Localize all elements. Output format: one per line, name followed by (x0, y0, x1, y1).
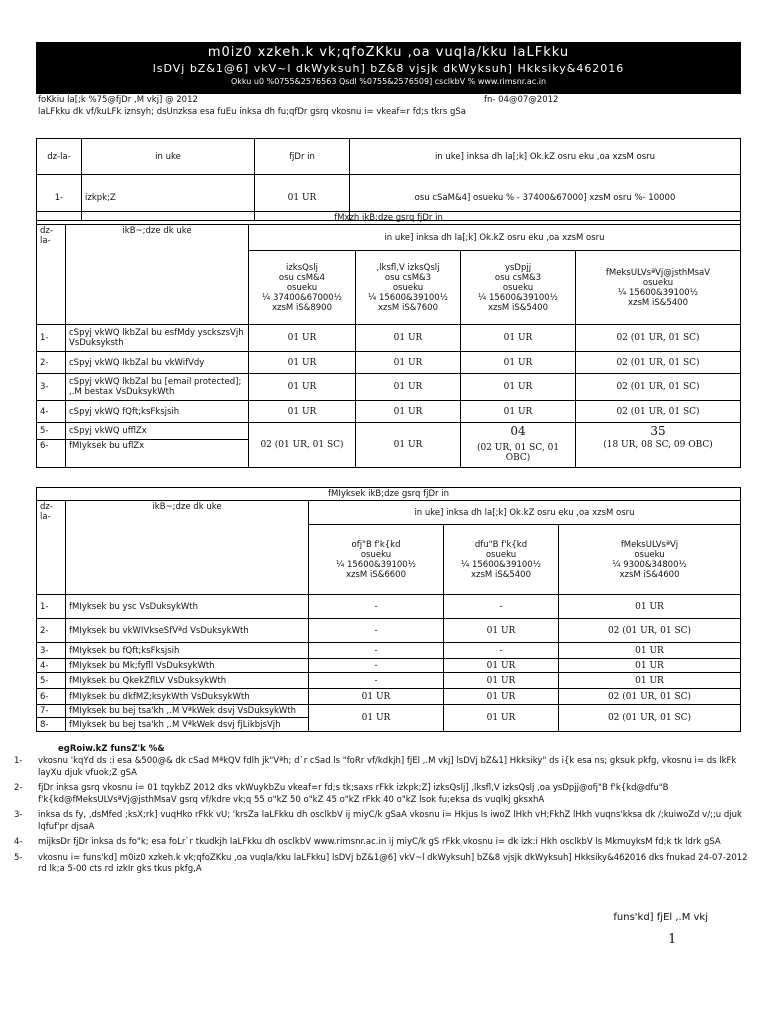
col-senior-teacher-header (309, 525, 444, 595)
row-value: 01 UR (356, 423, 461, 468)
row-value: - (309, 643, 444, 659)
header-line: xzsM iS&7600 (378, 302, 438, 313)
row-value: 01 UR (249, 352, 356, 374)
header-line: ¼ 37400&67000½ (262, 292, 342, 303)
col-post-header: in uke (82, 139, 255, 175)
col-lecturer-header (461, 251, 576, 325)
row-value: 01 UR (309, 689, 444, 705)
row-course: cSpyj vkWQ fQft;ksFksjsih (66, 401, 249, 423)
header-line: osueku (485, 549, 517, 560)
header-line: osueku (392, 282, 424, 293)
header-line: osueku (360, 549, 392, 560)
row-value: 01 UR (444, 673, 559, 689)
header-line: ¼ 15600&39100½ (368, 292, 448, 303)
row-value: 01 UR (461, 352, 576, 374)
col-demonstrator-header (559, 525, 741, 595)
row-value: - (309, 673, 444, 689)
header-line: ¼ 15600&39100½ (336, 559, 416, 570)
institute-title: m0iz0 xzkeh.k vk;qfoZKku ,oa vuqla/kku laLFkku (207, 45, 570, 60)
row-value: 01 UR (461, 401, 576, 423)
col-course-header: ikB~;dze dk uke (66, 501, 309, 595)
table-row (37, 643, 741, 659)
advertisement-number: foKkiu la[;k %75@fjDr ,M vkj] @ 2012 (38, 95, 198, 105)
row-value: 02 (01 UR, 01 SC) (559, 619, 741, 643)
header-line: osu csM&3 (384, 272, 432, 283)
header-line: osueku (502, 282, 534, 293)
table-row (37, 401, 741, 423)
row-value: 02 (01 UR, 01 SC) (576, 401, 741, 423)
row-serial: 7- (37, 705, 66, 718)
header-line: fMeksULVsªVj (620, 539, 679, 550)
row-value: 01 UR (444, 689, 559, 705)
row-value: 01 UR (559, 643, 741, 659)
letterhead (36, 42, 741, 94)
row-course: fMIyksek bu Mk;fyfll VsDuksykWth (66, 659, 309, 673)
row-pay: osu cSaM&4] osueku % - 37400&67000] xzsM osru %- 10000 (350, 175, 741, 221)
header-line: ¼ 15600&39100½ (461, 559, 541, 570)
principal-table (36, 138, 741, 221)
row-value: 01 UR (559, 673, 741, 689)
header-line: xzsM iS&5400 (628, 297, 688, 308)
row-serial: 8- (37, 718, 66, 732)
row-serial: 3- (37, 374, 66, 401)
row-serial: 4- (37, 659, 66, 673)
table-row (37, 423, 741, 440)
row-course: fMIyksek bu ysc VsDuksykWth (66, 595, 309, 619)
col-course-header: ikB~;dze dk uke (66, 225, 249, 325)
row-serial: 1- (37, 325, 66, 352)
header-line: ¼ 15600&39100½ (478, 292, 558, 303)
row-value: - (309, 659, 444, 673)
header-line: xzsM iS&4600 (619, 569, 680, 580)
row-value: 01 UR (461, 374, 576, 401)
row-value: 01 UR (559, 659, 741, 673)
row-course: fMIyksek bu vkWIVkseSfVªd VsDuksykWth (66, 619, 309, 643)
header-line: ,lksfl,V izksQslj (376, 262, 440, 273)
note-text: fjDr inksa gsrq vkosnu i= 01 tqykbZ 2012 dks vkWuykbZu vkeaf=r fd;s tk;saxs rFkk izkpk;Z] izksQslj] ,lksfl,V izksQslj ,oa ysDpjj@ofj"B f'k{kd@dfu"B f'k{kd@fMeksULVsªVj@jsthMsaV gsrq vf/kdre vk;q 55 o"kZ 50 o"kZ 45 o"kZ rFkk 40 o"kZ lsok fu;eksa ds vuqlkj gksxhA (38, 783, 669, 805)
row-value: 01 UR (356, 374, 461, 401)
row-value: 01 UR (444, 619, 559, 643)
col-demonstrator-header (576, 251, 741, 325)
row-course: cSpyj vkWQ ufflZx (66, 423, 249, 440)
row-course: fMIyksek bu bej tsa'kh ,.M VªkWek dsvj fjLikbjsVjh (66, 718, 309, 732)
row-value: 01 UR (559, 595, 741, 619)
note-text: inksa ds fy, ,dsMfed ;ksX;rk] vuqHko rFkk vU; 'krsZa laLFkku dh osclkbV ij miyC/k gSaA vkosnu i= Hkjus ls iwoZ lHkh vH;FkhZ lHkh vuqns'kksa dk /;kuiwoZd v/;;u djuk lqfuf'pr djsaA (38, 810, 742, 832)
header-line: osu csM&3 (494, 272, 542, 283)
note-text: mijksDr fjDr inksa ds fo"k; esa foLr`r tkudkjh laLFkku dh osclkbV www.rimsnr.ac.in ij miyC/k gS rFkk vkosnu i= dk izk:i Hkh osclkbV ls MkmuyksM fd;k tk ldrk gSA (38, 837, 721, 847)
header-line: ¼ 9300&34800½ (612, 559, 687, 570)
col-serial-header: dz-la- (37, 139, 82, 175)
row-serial: 5- (37, 673, 66, 689)
row-course: fMIyksek bu dkfMZ;ksykWth VsDuksykWth (66, 689, 309, 705)
page-number: 1 (668, 932, 677, 947)
table-row (37, 689, 741, 705)
col-professor-header (249, 251, 356, 325)
row-value: - (309, 595, 444, 619)
row-value: 01 UR (309, 705, 444, 732)
note-text: vkosnu i= funs'kd] m0iz0 xzkeh.k vk;qfoZKku ,oa vuqla/kku laLFkku] lsDVj bZ&1@6] vkV~l dkWyksuh] bZ&8 vjsjk dkWyksuh] Hkksiky&462016 dks fnukad 24-07-2012 rd lk;a 5-00 cts rd izkIr gks tkus pkfg,A (38, 852, 748, 874)
degree-section-title: fMxzh ikB;dze gsrq fjDr in (37, 212, 741, 225)
intro-paragraph: laLFkku dk vf/kuLFk iznsyh; dsUnzksa esa fuEu inksa dh fu;qfDr gsrq vkosnu i= vkeaf=r fd;s tkrs gSa (38, 107, 466, 117)
header-line: osueku (634, 549, 665, 560)
signature-line: funs'kd] fjEl ,.M vkj (613, 912, 708, 923)
note-item: 2- fjDr inksa gsrq vkosnu i= 01 tqykbZ 2012 dks vkWuykbZu vkeaf=r fd;s tk;saxs rFkk izkpk;Z] izksQslj] ,lksfl,V izksQslj ,oa ysDpjj@ofj"B f'k{kd@dfu"B f'k{kd@fMeksULVsªVj@jsthMsaV gsrq vf/kdre vk;q 55 o"kZ 50 o"kZ 45 o"kZ rFkk 40 o"kZ lsok fu;eksa ds vuqlkj gksxhA (14, 783, 669, 805)
row-course: cSpyj vkWQ lkbZal bu [email protected]; ,.M bestax VsDuksykWth (66, 374, 249, 401)
row-course: cSpyj vkWQ lkbZal bu esfMdy ysckszsVjh VsDuksyksth (66, 325, 249, 352)
col-vacancy-header: fjDr in (255, 139, 350, 175)
header-line: xzsM iS&5400 (471, 569, 531, 580)
row-value: 02 (01 UR, 01 SC) (559, 689, 741, 705)
row-value: 01 UR (356, 352, 461, 374)
header-line: ofj"B f'k{kd (351, 539, 401, 550)
row-value: 01 UR (249, 374, 356, 401)
row-serial: 6- (37, 439, 66, 467)
row-value: - (309, 619, 444, 643)
row-value: 01 UR (249, 401, 356, 423)
row-value: 01 UR (461, 325, 576, 352)
degree-courses-table (36, 211, 741, 468)
note-text: vkosnu 'kqYd ds :i esa &500@& dk cSad MªkQV fdlh jk"Vªh; d`r cSad ls "foRr vf/kdkjh] fjEl ,.M vkj] lsDVj bZ&1] Hkksiky" ds i{k esa ns; gksuk pkfg, vkosnu i= ds lkFk layXu djuk vfuok;Z gSA (38, 756, 737, 778)
row-serial: 1- (37, 595, 66, 619)
row-serial: 6- (37, 689, 66, 705)
col-posts-group-header: in uke] inksa dh la[;k] Ok.kZ osru eku ,oa xzsM osru (309, 501, 741, 525)
row-serial: 2- (37, 352, 66, 374)
row-post-name: izkpk;Z (82, 175, 255, 221)
row-course: fMIyksek bu QkekZflLV VsDuksykWth (66, 673, 309, 689)
row-value: 02 (01 UR, 01 SC) (559, 705, 741, 732)
row-value: 01 UR (356, 325, 461, 352)
table-row (37, 619, 741, 643)
row-value: - (444, 595, 559, 619)
header-line: xzsM iS&8900 (272, 302, 332, 313)
row-serial: 1- (37, 175, 82, 221)
header-line: fMeksULVsªVj@jsthMsaV (605, 267, 711, 278)
header-line: osu csM&4 (278, 272, 326, 283)
diploma-courses-table (36, 487, 741, 732)
header-line: ¼ 15600&39100½ (618, 287, 698, 298)
row-serial: 3- (37, 643, 66, 659)
row-value: 04 (461, 423, 576, 440)
col-associate-professor-header (356, 251, 461, 325)
row-value: 01 UR (444, 659, 559, 673)
table-row (37, 352, 741, 374)
row-course: fMIyksek bu uflZx (66, 439, 249, 467)
row-value: - (444, 643, 559, 659)
row-vacancy: 01 UR (255, 175, 350, 221)
note-item: 5- vkosnu i= funs'kd] m0iz0 xzkeh.k vk;qfoZKku ,oa vuqla/kku laLFkku] lsDVj bZ&1@6] vkV~l dkWyksuh] bZ&8 vjsjk dkWyksuh] Hkksiky&462016 dks fnukad 24-07-2012 rd lk;a 5-00 cts rd izkIr gks tkus pkfg,A (14, 852, 748, 874)
row-value: 02 (01 UR, 01 SC) (249, 423, 356, 468)
row-value: 02 (01 UR, 01 SC) (576, 325, 741, 352)
advertisement-date: fn- 04@07@2012 (484, 95, 559, 105)
header-line: osueku (642, 277, 674, 288)
col-posts-group-header: in uke] inksa dh la[;k] Ok.kZ osru eku ,oa xzsM osru (249, 225, 741, 251)
diploma-section-title: fMIyksek ikB;dze gsrq fjDr in (37, 488, 741, 501)
row-value: 02 (01 UR, 01 SC) (576, 352, 741, 374)
row-value: (18 UR, 08 SC, 09 OBC) (576, 439, 741, 467)
row-serial: 2- (37, 619, 66, 643)
row-value: 01 UR (249, 325, 356, 352)
note-item: 1- vkosnu 'kqYd ds :i esa &500@& dk cSad MªkQV fdlh jk"Vªh; d`r cSad ls "foRr vf/kdkjh] fjEl ,.M vkj] lsDVj bZ&1] Hkksiky" ds i{k esa ns; gksuk pkfg, vkosnu i= ds lkFk layXu djuk vfuok;Z gSA (14, 756, 737, 778)
col-pay-header: in uke] inksa dh la[;k] Ok.kZ osru eku ,oa xzsM osru (350, 139, 741, 175)
col-serial-header: dz- la- (37, 225, 66, 325)
notes-heading: egRoiw.kZ funsZ'k %& (58, 744, 165, 754)
row-value: (02 UR, 01 SC, 01 OBC) (461, 439, 576, 467)
notes-section (14, 742, 754, 880)
header-line: ysDpjj (504, 262, 532, 273)
header-line: izksQslj (285, 262, 319, 273)
col-junior-teacher-header (444, 525, 559, 595)
table-row (37, 659, 741, 673)
note-item: 3- inksa ds fy, ,dsMfed ;ksX;rk] vuqHko rFkk vU; 'krsZa laLFkku dh osclkbV ij miyC/k gSaA vkosnu i= Hkjus ls iwoZ lHkh vH;FkhZ lHkh vuqns'kksa dk /;kuiwoZd v/;;u djuk lqfuf'pr djsaA (14, 810, 742, 832)
row-value: 01 UR (444, 705, 559, 732)
table-row (37, 705, 741, 718)
row-value: 35 (576, 423, 741, 440)
institute-contact: Okku u0 %0755&2576563 Qsdl %0755&2576509] csclkbV % www.rimsnr.ac.in (230, 77, 547, 86)
header-line: xzsM iS&5400 (488, 302, 548, 313)
note-item: 4- mijksDr fjDr inksa ds fo"k; esa foLr`r tkudkjh laLFkku dh osclkbV www.rimsnr.ac.in ij miyC/k gS rFkk vkosnu i= dk izk:i Hkh osclkbV ls MkmuyksM fd;k tk ldrk gSA (14, 837, 721, 847)
row-serial: 4- (37, 401, 66, 423)
header-line: dfu"B f'k{kd (474, 539, 528, 550)
header-line: osueku (286, 282, 318, 293)
row-value: 01 UR (356, 401, 461, 423)
table-row (37, 325, 741, 352)
table-row (37, 595, 741, 619)
table-row (37, 673, 741, 689)
row-course: cSpyj vkWQ lkbZal bu vkWifVdy (66, 352, 249, 374)
row-course: fMIyksek bu bej tsa'kh ,.M VªkWek dsvj VsDuksykWth (66, 705, 309, 718)
col-serial-header: dz- la- (37, 501, 66, 595)
row-course: fMIyksek bu fQft;ksFksjsih (66, 643, 309, 659)
row-value: 02 (01 UR, 01 SC) (576, 374, 741, 401)
reference-line (38, 95, 738, 106)
header-line: xzsM iS&6600 (346, 569, 406, 580)
row-serial: 5- (37, 423, 66, 440)
institute-address: lsDVj bZ&1@6] vkV~l dkWyksuh] bZ&8 vjsjk dkWyksuh] Hkksiky&462016 (152, 62, 625, 75)
table-row (37, 374, 741, 401)
